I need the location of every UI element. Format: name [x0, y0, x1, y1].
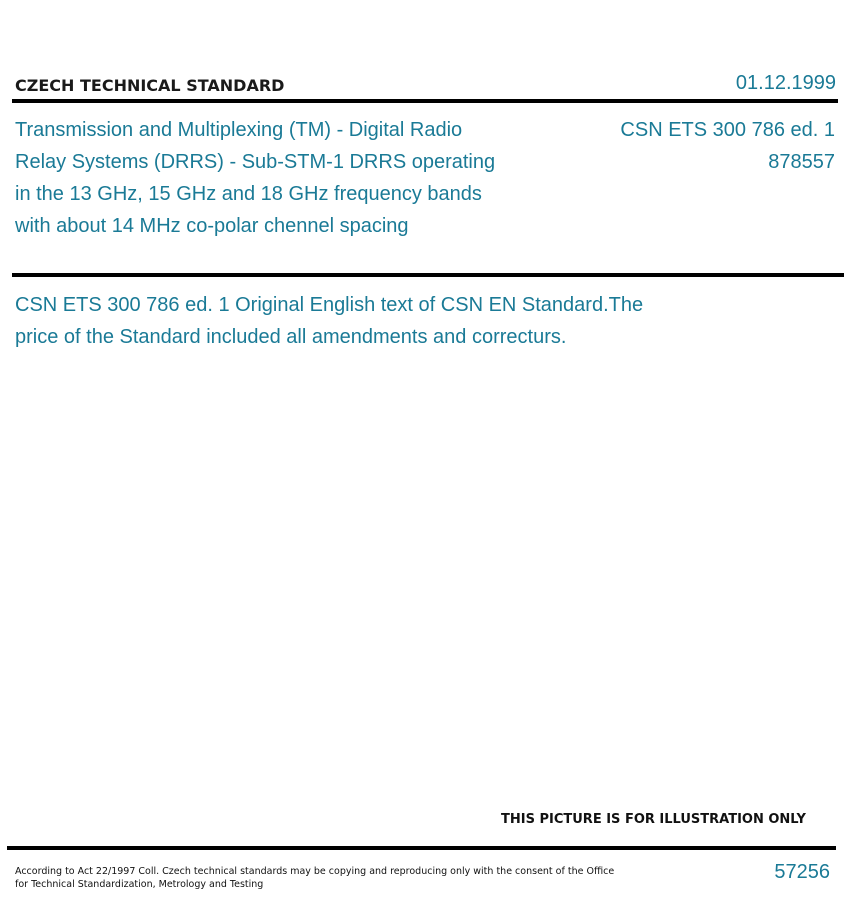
section-divider	[12, 273, 844, 277]
standard-description	[15, 289, 735, 353]
legal-notice-line: According to Act 22/1997 Coll. Czech technical standards may be copying and reproducing only with the consent of the Office	[15, 866, 615, 877]
legal-notice-line: for Technical Standardization, Metrology and Testing	[15, 879, 264, 890]
document-header-title: CZECH TECHNICAL STANDARD	[15, 76, 285, 95]
legal-notice	[15, 865, 615, 891]
standard-title-line: in the 13 GHz, 15 GHz and 18 GHz frequency bands	[15, 183, 482, 205]
illustration-notice: THIS PICTURE IS FOR ILLUSTRATION ONLY	[501, 812, 806, 827]
standard-title	[15, 114, 575, 242]
description-line: price of the Standard included all amendments and correcturs.	[15, 326, 567, 348]
catalog-number: 878557	[768, 151, 835, 173]
standard-identifiers	[620, 114, 835, 178]
issue-date: 01.12.1999	[735, 72, 836, 94]
document-code: 57256	[774, 861, 830, 883]
standard-title-line: with about 14 MHz co-polar chennel spacing	[15, 215, 409, 237]
header-divider	[12, 99, 838, 103]
description-line: CSN ETS 300 786 ed. 1 Original English text of CSN EN Standard.The	[15, 294, 644, 316]
standard-title-line: Relay Systems (DRRS) - Sub-STM-1 DRRS operating	[15, 151, 496, 173]
standard-title-line: Transmission and Multiplexing (TM) - Digital Radio	[15, 119, 463, 141]
standard-designation: CSN ETS 300 786 ed. 1	[620, 119, 835, 141]
footer-divider	[7, 846, 836, 850]
